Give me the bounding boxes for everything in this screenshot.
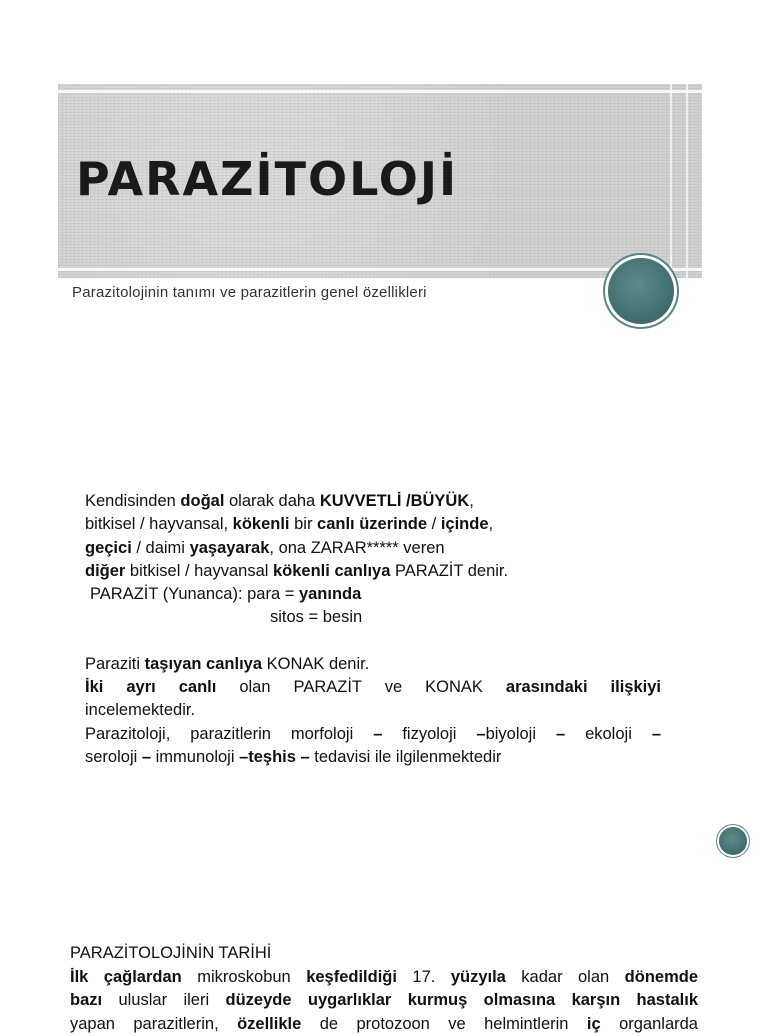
definition-block [85, 490, 661, 769]
etymology-line: sitos = besin [85, 606, 661, 629]
definition-line: diğer bitkisel / hayvansal kökenli canlıya PARAZİT denir. [85, 560, 661, 583]
relation-line: incelemektedir. [85, 699, 661, 722]
scope-line: seroloji – immunoloji –teşhis – tedavisi ile ilgilenmektedir [85, 746, 661, 769]
history-line: yapan parazitlerin, özellikle de protozoon ve helmintlerin iç organlarda [70, 1013, 698, 1036]
scope-line: Parazitoloji, parazitlerin morfoloji – fizyoloji –biyoloji – ekoloji – [85, 723, 661, 746]
history-line: bazı uluslar ileri düzeyde uygarlıklar kurmuş olmasına karşın hastalık [70, 989, 698, 1013]
banner-bottom-stripe [58, 268, 702, 271]
page-title: PARAZİTOLOJİ [76, 148, 458, 210]
banner-divider [686, 84, 688, 278]
konak-definition: Paraziti taşıyan canlıya KONAK denir. [85, 653, 661, 676]
page-subtitle: Parazitolojinin tanımı ve parazitlerin genel özellikleri [72, 284, 427, 301]
banner-top-stripe [58, 90, 702, 93]
decorative-circle [719, 827, 747, 855]
etymology-line: PARAZİT (Yunanca): para = yanında [85, 583, 661, 606]
decorative-circle [608, 258, 674, 324]
history-section [70, 942, 698, 1036]
definition-line: geçici / daimi yaşayarak, ona ZARAR***** veren [85, 537, 661, 560]
relation-line: İki ayrı canlı olan PARAZİT ve KONAK arasındaki ilişkiyi [85, 676, 661, 699]
banner-divider [670, 84, 672, 278]
history-heading: PARAZİTOLOJİNİN TARİHİ [70, 942, 698, 966]
history-line: İlk çağlardan mikroskobun keşfedildiği 17. yüzyıla kadar olan dönemde [70, 966, 698, 990]
definition-line: Kendisinden doğal olarak daha KUVVETLİ /BÜYÜK, [85, 490, 661, 513]
definition-line: bitkisel / hayvansal, kökenli bir canlı üzerinde / içinde, [85, 513, 661, 536]
